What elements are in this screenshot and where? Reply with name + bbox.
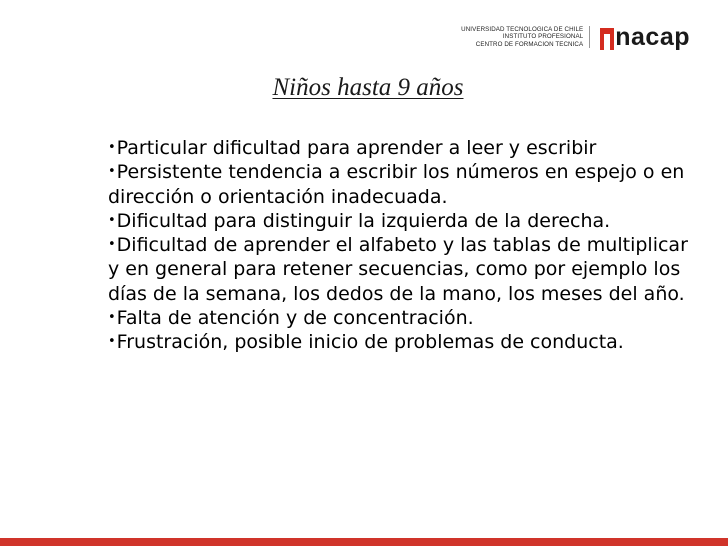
list-item xyxy=(108,306,698,330)
bullet-icon: • xyxy=(108,237,116,253)
brand-mark-icon xyxy=(600,28,614,50)
list-item xyxy=(108,209,698,233)
institution-subtitle xyxy=(461,26,590,48)
list-item-text: Frustración, posible inicio de problemas de conducta. xyxy=(116,331,624,354)
brand-wordmark xyxy=(600,24,690,50)
institution-logo xyxy=(461,24,690,50)
list-item xyxy=(108,330,698,354)
brand-name: nacap xyxy=(615,23,690,51)
bullet-icon: • xyxy=(108,212,116,228)
institution-line: INSTITUTO PROFESIONAL xyxy=(502,33,584,41)
list-item-text: Persistente tendencia a escribir los números en espejo o en dirección o orientación inadecuada. xyxy=(108,161,685,208)
list-item-text: Falta de atención y de concentración. xyxy=(116,307,474,330)
list-item-text: Dificultad de aprender el alfabeto y las tablas de multiplicar y en general para retener secuencias, como por ejemplo los días de la semana, los dedos de la mano, los meses del año. xyxy=(108,234,688,305)
footer-accent-bar xyxy=(0,538,728,546)
slide-title xyxy=(0,74,728,102)
list-item-text: Particular dificultad para aprender a leer y escribir xyxy=(116,137,597,159)
bullet-icon: • xyxy=(108,310,116,326)
bullet-list xyxy=(108,136,698,355)
slide-title-text: Niños hasta 9 años xyxy=(272,74,464,101)
bullet-icon: • xyxy=(108,140,116,155)
list-item-text: Dificultad para distinguir la izquierda de la derecha. xyxy=(116,209,611,232)
institution-line: UNIVERSIDAD TECNOLOGICA DE CHILE xyxy=(461,25,584,33)
list-item xyxy=(108,136,698,160)
list-item xyxy=(108,233,698,306)
list-item xyxy=(108,160,698,209)
bullet-icon: • xyxy=(108,334,116,350)
institution-line: CENTRO DE FORMACION TECNICA xyxy=(475,40,584,48)
bullet-icon: • xyxy=(108,164,116,180)
